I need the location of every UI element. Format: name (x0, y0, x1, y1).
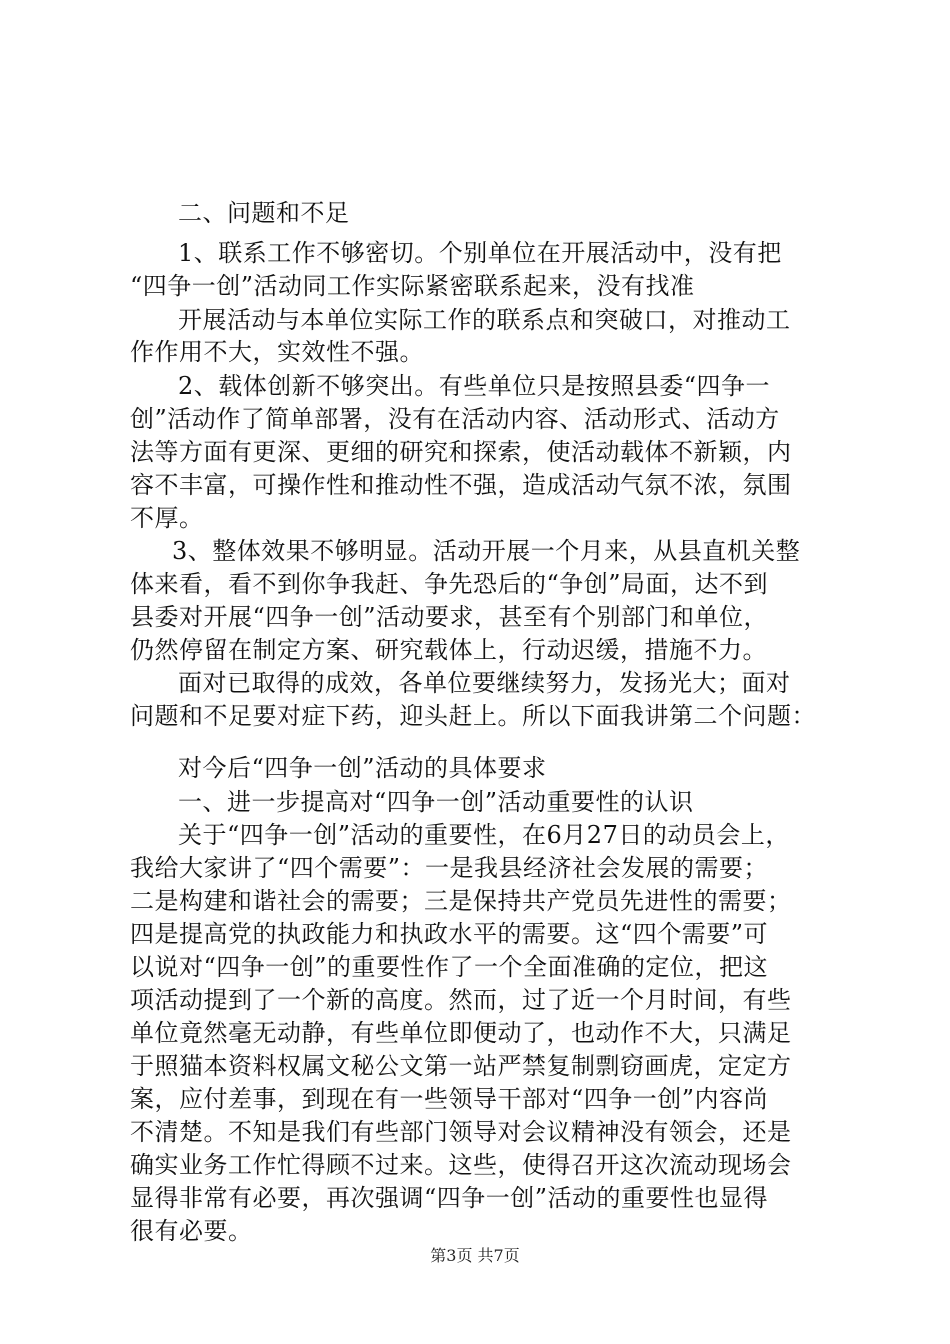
paragraph-line: 体来看，看不到你争我赶、争先恐后的“争创”局面，达不到 (130, 570, 769, 598)
paragraph-line: 开展活动与本单位实际工作的联系点和突破口，对推动工 (178, 306, 791, 334)
paragraph-line: 3、整体效果不够明显。活动开展一个月来，从县直机关整 (172, 537, 801, 565)
paragraph-line: 很有必要。 (130, 1217, 253, 1245)
paragraph-line: 创”活动作了简单部署，没有在活动内容、活动形式、活动方 (130, 405, 780, 433)
paragraph-line: 不厚。 (130, 504, 204, 532)
paragraph-line: 问题和不足要对症下药，迎头赶上。所以下面我讲第二个问题： (130, 702, 816, 730)
paragraph-line: 作作用不大，实效性不强。 (130, 338, 424, 366)
paragraph-line: 2、载体创新不够突出。有些单位只是按照县委“四争一 (178, 372, 771, 400)
paragraph-line: 于照猫本资料权属文秘公文第一站严禁复制剽窃画虎，定定方 (130, 1052, 792, 1080)
paragraph-line: 确实业务工作忙得顾不过来。这些，使得召开这次流动现场会 (130, 1151, 792, 1179)
section-heading: 一、进一步提高对“四争一创”活动重要性的认识 (178, 788, 694, 816)
paragraph-line: 我给大家讲了“四个需要”：一是我县经济社会发展的需要； (130, 854, 769, 882)
page-number-footer: 第3页 共7页 (430, 1246, 520, 1265)
paragraph-line: 不清楚。不知是我们有些部门领导对会议精神没有领会，还是 (130, 1118, 792, 1146)
paragraph-line: 县委对开展“四争一创”活动要求，甚至有个别部门和单位， (130, 603, 769, 631)
paragraph-line: “四争一创”活动同工作实际紧密联系起来，没有找准 (130, 272, 695, 300)
paragraph-line: 案，应付差事，到现在有一些领导干部对“四争一创”内容尚 (130, 1085, 769, 1113)
paragraph-line: 显得非常有必要，再次强调“四争一创”活动的重要性也显得 (130, 1184, 769, 1212)
paragraph-line: 以说对“四争一创”的重要性作了一个全面准确的定位，把这 (130, 953, 769, 981)
paragraph-line: 容不丰富，可操作性和推动性不强，造成活动气氛不浓，氛围 (130, 471, 792, 499)
paragraph-line: 四是提高党的执政能力和执政水平的需要。这“四个需要”可 (130, 920, 769, 948)
paragraph-line: 1、联系工作不够密切。个别单位在开展活动中，没有把 (178, 239, 782, 267)
paragraph-line: 仍然停留在制定方案、研究载体上，行动迟缓，措施不力。 (130, 636, 767, 664)
paragraph-line: 关于“四争一创”活动的重要性，在6月27日的动员会上， (178, 821, 790, 849)
paragraph-line: 项活动提到了一个新的高度。然而，过了近一个月时间，有些 (130, 986, 792, 1014)
paragraph-line: 面对已取得的成效，各单位要继续努力，发扬光大；面对 (178, 669, 791, 697)
section-heading: 对今后“四争一创”活动的具体要求 (178, 754, 547, 782)
section-heading: 二、问题和不足 (178, 199, 350, 227)
paragraph-line: 二是构建和谐社会的需要；三是保持共产党员先进性的需要； (130, 887, 792, 915)
paragraph-line: 单位竟然毫无动静，有些单位即便动了，也动作不大，只满足 (130, 1019, 792, 1047)
paragraph-line: 法等方面有更深、更细的研究和探索，使活动载体不新颖，内 (130, 438, 792, 466)
